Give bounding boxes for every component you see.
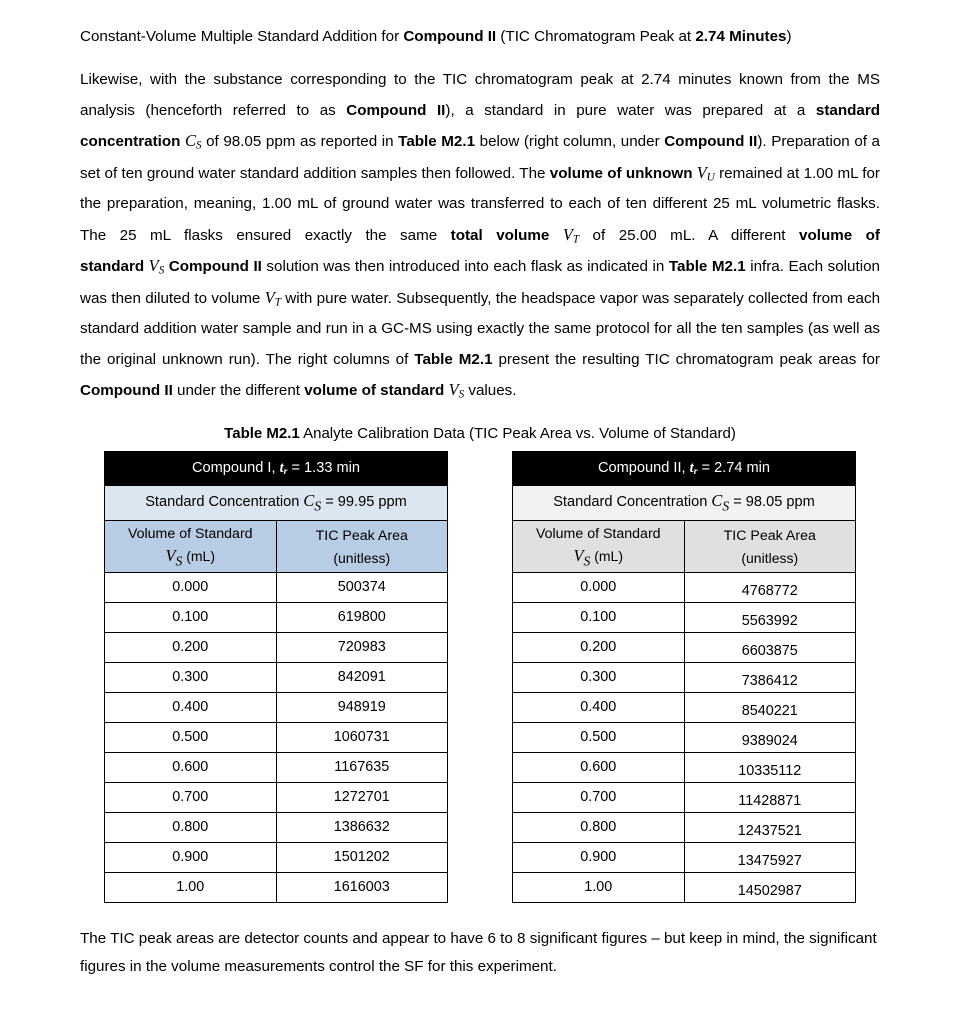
par-seg-10: with pure water. Subsequently, the headspace vapor was separately collected from each standard addition water sample and run in a GC-MS using exactly the same protocol for all the ten samples (as well as the original unknown run). The right columns of bbox=[80, 289, 881, 368]
cell-volume: 0.500 bbox=[513, 722, 685, 752]
cell-area: 13475927 bbox=[684, 842, 856, 872]
column-header-volume-of-standard-i: Volume of Standard $V_S$ (mL) bbox=[105, 520, 277, 572]
par-seg-11: present the resulting TIC chromatogram peak areas for bbox=[492, 350, 880, 368]
table-row bbox=[513, 752, 856, 782]
cell-area: 500374 bbox=[276, 572, 448, 602]
table-row bbox=[513, 722, 856, 752]
par-bold-compound-ii-b: Compound II bbox=[664, 133, 758, 150]
cell-volume: 0.200 bbox=[105, 632, 277, 662]
par-seg-2: ), a standard in pure water was prepared at a bbox=[445, 101, 816, 119]
var-cs-1: $C_S$ bbox=[185, 131, 202, 152]
closing-note: The TIC peak areas are detector counts and appear to have 6 to 8 significant figures – but keep in mind, the significant figures in the volume measurements control the SF for this experiment. bbox=[80, 929, 877, 975]
table-row bbox=[105, 632, 448, 662]
cell-area: 1060731 bbox=[276, 722, 448, 752]
cell-volume: 0.300 bbox=[105, 662, 277, 692]
par-bold-standard-concentration: standard concentration bbox=[80, 101, 881, 150]
cell-area: 1616003 bbox=[276, 872, 448, 902]
cell-area: 842091 bbox=[276, 662, 448, 692]
par-seg-13: values. bbox=[464, 382, 517, 399]
cell-volume: 0.900 bbox=[513, 842, 685, 872]
cell-volume: 0.900 bbox=[105, 842, 277, 872]
page-title bbox=[80, 22, 880, 52]
table-row bbox=[105, 692, 448, 722]
cell-volume: 0.400 bbox=[513, 692, 685, 722]
cell-area: 619800 bbox=[276, 602, 448, 632]
table-row bbox=[105, 812, 448, 842]
table-row bbox=[105, 662, 448, 692]
title-part-bold-time: 2.74 Minutes bbox=[695, 28, 787, 45]
table-row bbox=[105, 872, 448, 902]
cell-volume: 0.700 bbox=[513, 782, 685, 812]
par-bold-total-volume: total volume bbox=[450, 226, 550, 244]
par-bold-table-ref-b: Table M2.1 bbox=[668, 258, 746, 275]
par-bold-volume-unknown: volume of unknown bbox=[549, 164, 693, 182]
var-tr-2: $t_r$ bbox=[689, 459, 698, 477]
table-row bbox=[513, 692, 856, 722]
cell-volume: 0.800 bbox=[513, 812, 685, 842]
table-row bbox=[513, 602, 856, 632]
table-row bbox=[105, 782, 448, 812]
par-seg-8: solution was then introduced into each flask as indicated in bbox=[261, 258, 669, 275]
cell-area: 948919 bbox=[276, 692, 448, 722]
table-row bbox=[513, 782, 856, 812]
cell-volume: 1.00 bbox=[513, 872, 685, 902]
cell-volume: 0.600 bbox=[513, 752, 685, 782]
var-vu: $V_U$ bbox=[696, 162, 715, 183]
cell-area: 10335112 bbox=[684, 752, 856, 782]
title-part-mid: (TIC Chromatogram Peak at bbox=[496, 28, 696, 45]
cell-area: 9389024 bbox=[684, 722, 856, 752]
table-row bbox=[513, 872, 856, 902]
cell-area: 5563992 bbox=[684, 602, 856, 632]
table-row bbox=[105, 451, 448, 485]
table-row bbox=[513, 812, 856, 842]
cell-volume: 0.100 bbox=[105, 602, 277, 632]
table-caption-label: Table M2.1 bbox=[224, 424, 300, 442]
table-row bbox=[105, 722, 448, 752]
par-seg-4: below (right column, under bbox=[475, 133, 665, 150]
par-bold-compound-ii-a: Compound II bbox=[346, 101, 446, 119]
table-row bbox=[513, 451, 856, 485]
par-bold-table-ref-a: Table M2.1 bbox=[398, 133, 476, 150]
column-header-tic-peak-area-i: TIC Peak Area (unitless) bbox=[276, 520, 448, 572]
var-cs-table-2: $C_S$ bbox=[711, 490, 730, 514]
cell-area: 6603875 bbox=[684, 632, 856, 662]
par-bold-compound-ii-c: Compound II bbox=[168, 258, 262, 275]
title-part-post: ) bbox=[786, 28, 792, 45]
title-part-bold-compound: Compound II bbox=[403, 28, 497, 45]
table-caption-text: Analyte Calibration Data (TIC Peak Area vs. Volume of Standard) bbox=[299, 424, 736, 442]
table-row bbox=[105, 572, 448, 602]
cell-area: 1386632 bbox=[276, 812, 448, 842]
cell-area: 1272701 bbox=[276, 782, 448, 812]
table-row bbox=[513, 842, 856, 872]
table-row bbox=[513, 520, 856, 572]
calibration-table-compound-ii bbox=[512, 451, 856, 903]
calibration-table-compound-i bbox=[104, 451, 448, 903]
table-row bbox=[513, 662, 856, 692]
cell-volume: 0.100 bbox=[513, 602, 685, 632]
var-vt-1: $V_T$ bbox=[562, 224, 580, 245]
var-vs-1: $V_S$ bbox=[148, 256, 165, 277]
cell-area: 1501202 bbox=[276, 842, 448, 872]
cell-volume: 0.000 bbox=[513, 572, 685, 602]
standard-concentration-row-compound-i: Standard Concentration $C_S = 99.95$ ppm bbox=[105, 485, 448, 520]
par-seg-6: remained at 1.00 mL for the preparation, meaning, 1.00 mL of ground water was transferred to each of ten different 25 mL volumetric flasks. The 25 mL flasks ensured exactly the same bbox=[80, 164, 880, 244]
column-header-volume-of-standard-ii: Volume of Standard $V_S$ (mL) bbox=[513, 520, 685, 572]
par-seg-5: ). Preparation of a set of ten ground water standard addition samples then followed. The bbox=[80, 133, 880, 182]
par-seg-1: Likewise, with the substance corresponding to the TIC chromatogram peak at 2.74 minutes known from the MS analysis (henceforth referred to as bbox=[80, 71, 880, 119]
table-row bbox=[105, 842, 448, 872]
cell-area: 8540221 bbox=[684, 692, 856, 722]
cell-volume: 0.700 bbox=[105, 782, 277, 812]
cell-volume: 0.600 bbox=[105, 752, 277, 782]
par-seg-9: infra. Each solution was then diluted to volume bbox=[80, 258, 880, 307]
column-header-tic-peak-area-ii: TIC Peak Area (unitless) bbox=[684, 520, 856, 572]
cell-volume: 0.000 bbox=[105, 572, 277, 602]
var-tr-1: $t_r$ bbox=[279, 459, 288, 477]
par-bold-volume-standard-a: volume of standard bbox=[80, 226, 880, 275]
standard-concentration-row-compound-ii: Standard Concentration $C_S = 98.05$ ppm bbox=[513, 485, 856, 520]
var-vs-2: $V_S$ bbox=[448, 380, 465, 401]
cell-volume: 0.300 bbox=[513, 662, 685, 692]
cell-area: 12437521 bbox=[684, 812, 856, 842]
var-vs-table-2: $V_S$ bbox=[573, 545, 591, 568]
par-bold-compound-ii-d: Compound II bbox=[80, 382, 173, 399]
table-header-band-compound-i: Compound I, $t_r = 1.33$ min bbox=[105, 451, 448, 485]
body-paragraph bbox=[80, 65, 880, 407]
par-seg-3: of 98.05 ppm as reported in bbox=[201, 133, 399, 150]
cell-area: 11428871 bbox=[684, 782, 856, 812]
table-row bbox=[513, 632, 856, 662]
table-row bbox=[105, 752, 448, 782]
table-row bbox=[513, 485, 856, 520]
par-bold-volume-standard-b: volume of standard bbox=[304, 382, 445, 399]
par-seg-7: of 25.00 mL. A different bbox=[579, 226, 799, 244]
par-seg-12: under the different bbox=[172, 382, 305, 399]
calibration-tables-container bbox=[80, 451, 880, 903]
cell-volume: 0.400 bbox=[105, 692, 277, 722]
var-vt-2: $V_T$ bbox=[264, 287, 281, 308]
table-row bbox=[105, 520, 448, 572]
var-cs-table-1: $C_S$ bbox=[303, 490, 322, 514]
cell-area: 14502987 bbox=[684, 872, 856, 902]
table-caption bbox=[80, 425, 880, 442]
table-row bbox=[513, 572, 856, 602]
title-part-pre: Constant-Volume Multiple Standard Addition for bbox=[80, 28, 404, 45]
cell-volume: 0.800 bbox=[105, 812, 277, 842]
table-header-band-compound-ii: Compound II, $t_r = 2.74$ min bbox=[513, 451, 856, 485]
cell-volume: 0.500 bbox=[105, 722, 277, 752]
cell-area: 1167635 bbox=[276, 752, 448, 782]
cell-volume: 0.200 bbox=[513, 632, 685, 662]
cell-area: 4768772 bbox=[684, 572, 856, 602]
cell-area: 7386412 bbox=[684, 662, 856, 692]
table-row bbox=[105, 485, 448, 520]
cell-volume: 1.00 bbox=[105, 872, 277, 902]
par-bold-table-ref-c: Table M2.1 bbox=[414, 350, 493, 368]
cell-area: 720983 bbox=[276, 632, 448, 662]
table-row bbox=[105, 602, 448, 632]
var-vs-table-1: $V_S$ bbox=[165, 545, 183, 568]
